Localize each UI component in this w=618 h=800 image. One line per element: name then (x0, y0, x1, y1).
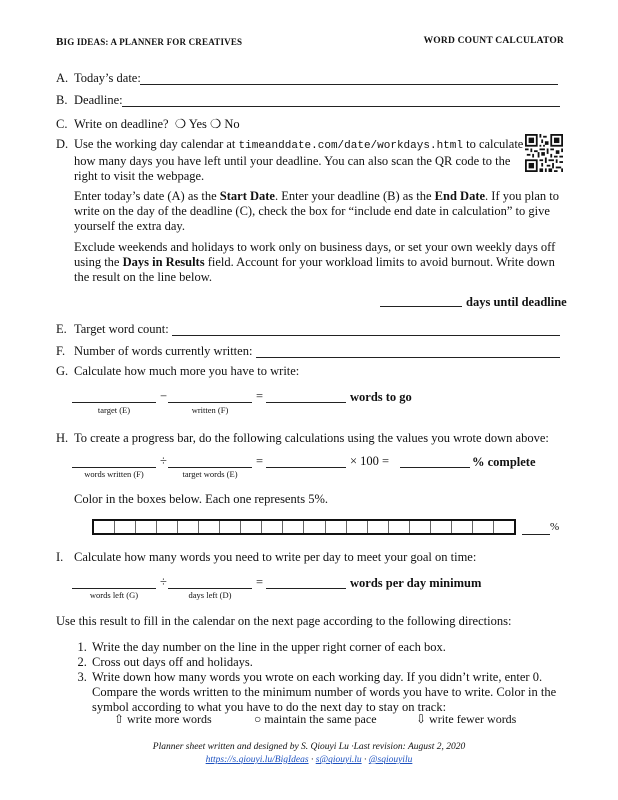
directions-intro: Use this result to fill in the calendar on the next page according to the following directions: (56, 614, 512, 628)
list-item: 1. Write the day number on the line in the upper right corner of each box. (90, 640, 570, 655)
progress-box[interactable] (368, 521, 389, 533)
item-f: F. Number of words currently written: (56, 344, 253, 358)
progress-box[interactable] (262, 521, 283, 533)
sheet-title: WORD COUNT CALCULATOR (423, 36, 564, 46)
footer-credits: Planner sheet written and designed by S. Qiouyi Lu ·Last revision: August 2, 2020 (152, 742, 466, 752)
todays-date-field[interactable] (140, 84, 558, 85)
i-words-left-field[interactable] (72, 588, 156, 589)
g-written-field[interactable] (168, 402, 252, 403)
target-word-count-field[interactable] (172, 335, 560, 336)
item-d-paragraph-2: Enter today’s date (A) as the Start Date. Enter your deadline (B) as the End Date. If you plan to write on the day of the deadline (C), check the box for “include end date in calculation” to give yourself the extra day. (74, 189, 559, 233)
progress-box[interactable] (304, 521, 325, 533)
times-100-sign: × 100 = (350, 454, 390, 468)
footer-links: https://s.qiouyi.lu/BigIdeas · s@qiouyi.lu · @sqiouyilu (205, 755, 413, 765)
progress-box[interactable] (199, 521, 220, 533)
target-caption: target (E) (97, 405, 131, 415)
days-until-deadline-label: days until deadline (466, 295, 567, 309)
words-written-caption: words written (F) (84, 469, 144, 479)
progress-box[interactable] (157, 521, 178, 533)
i-result-field[interactable] (266, 588, 346, 589)
progress-box[interactable] (220, 521, 241, 533)
maintain-pace-symbol: ○ maintain the same pace (254, 712, 377, 726)
progress-bar (92, 519, 516, 535)
item-a: A. Today’s date: (56, 71, 141, 85)
h-written-field[interactable] (72, 467, 156, 468)
item-g: G. Calculate how much more you have to write: (56, 364, 300, 378)
equals-sign: = (256, 575, 264, 589)
no-option[interactable]: ❍ No (210, 117, 240, 131)
progress-box[interactable] (283, 521, 304, 533)
progress-box[interactable] (410, 521, 431, 533)
directions-list (74, 640, 570, 715)
progress-box[interactable] (115, 521, 136, 533)
project-link[interactable]: https://s.qiouyi.lu/BigIdeas (205, 755, 309, 765)
item-i: I. Calculate how many words you need to write per day to meet your goal on time: (56, 550, 477, 564)
social-link[interactable]: @sqiouyilu (368, 755, 413, 765)
divide-sign: ÷ (160, 454, 167, 468)
yes-option[interactable]: ❍ Yes (174, 117, 207, 131)
equals-sign: = (256, 454, 264, 468)
words-left-caption: words left (G) (89, 590, 139, 600)
h-target-field[interactable] (168, 467, 252, 468)
write-more-symbol: ⇧ write more words (114, 712, 212, 726)
words-per-day-label: words per day minimum (350, 576, 482, 590)
color-instructions: Color in the boxes below. Each one represents 5%. (74, 492, 328, 506)
words-written-field[interactable] (256, 357, 560, 358)
write-fewer-symbol: ⇩ write fewer words (416, 712, 517, 726)
progress-box[interactable] (94, 521, 115, 533)
percent-complete-label: % complete (472, 455, 536, 469)
progress-box[interactable] (347, 521, 368, 533)
list-item: 3. Write down how many words you wrote on each working day. If you didn’t write, enter 0. Compare the words written to the minimum number of words you have to write. Color in the symbol according to what you have to do the next day to stay on track: (90, 670, 570, 715)
days-until-deadline-field[interactable] (380, 306, 462, 307)
progress-box[interactable] (431, 521, 452, 533)
item-d-paragraph-3: Exclude weekends and holidays to work only on business days, or set your own weekly days off using the Days in Results field. Account for your workload limits to avoid burnout. Write down the result on the line below. (74, 240, 556, 284)
percent-symbol: % (550, 521, 560, 533)
qr-code-icon[interactable] (525, 134, 563, 172)
written-caption: written (F) (191, 405, 229, 415)
progress-box[interactable] (452, 521, 473, 533)
progress-box[interactable] (241, 521, 262, 533)
workdays-url[interactable]: timeanddate.com/date/workdays.html (238, 140, 463, 152)
progress-box[interactable] (389, 521, 410, 533)
deadline-field[interactable] (122, 106, 560, 107)
progress-box[interactable] (136, 521, 157, 533)
target-words-caption: target words (E) (182, 469, 238, 479)
item-b: B. Deadline: (56, 93, 123, 107)
email-link[interactable]: s@qiouyi.lu (315, 755, 362, 765)
progress-box[interactable] (494, 521, 514, 533)
days-left-caption: days left (D) (188, 590, 232, 600)
item-c: C. Write on deadline? ❍ Yes ❍ No (56, 117, 240, 131)
i-days-left-field[interactable] (168, 588, 252, 589)
item-e: E. Target word count: (56, 322, 169, 336)
item-d-letter: D. (56, 137, 69, 151)
h-ratio-field[interactable] (266, 467, 346, 468)
g-result-field[interactable] (266, 402, 346, 403)
item-h: H. To create a progress bar, do the following calculations using the values you wrote down above: (56, 431, 549, 445)
words-to-go-label: words to go (350, 390, 412, 404)
equals-sign: = (256, 389, 264, 403)
progress-box[interactable] (178, 521, 199, 533)
divide-sign: ÷ (160, 575, 167, 589)
progress-percent-field[interactable] (522, 534, 550, 535)
minus-sign: − (160, 389, 168, 403)
h-percent-field[interactable] (400, 467, 470, 468)
list-item: 2. Cross out days off and holidays. (90, 655, 570, 670)
g-target-field[interactable] (72, 402, 156, 403)
progress-box[interactable] (473, 521, 494, 533)
planner-title: BIG IDEAS: A PLANNER FOR CREATIVES (56, 36, 243, 48)
item-d-paragraph-1: Use the working day calendar at timeanddate.com/date/workdays.html to calculate how many days you have left until your deadline. You can also scan the QR code to the right to visit the webpage. (74, 137, 524, 183)
progress-box[interactable] (326, 521, 347, 533)
